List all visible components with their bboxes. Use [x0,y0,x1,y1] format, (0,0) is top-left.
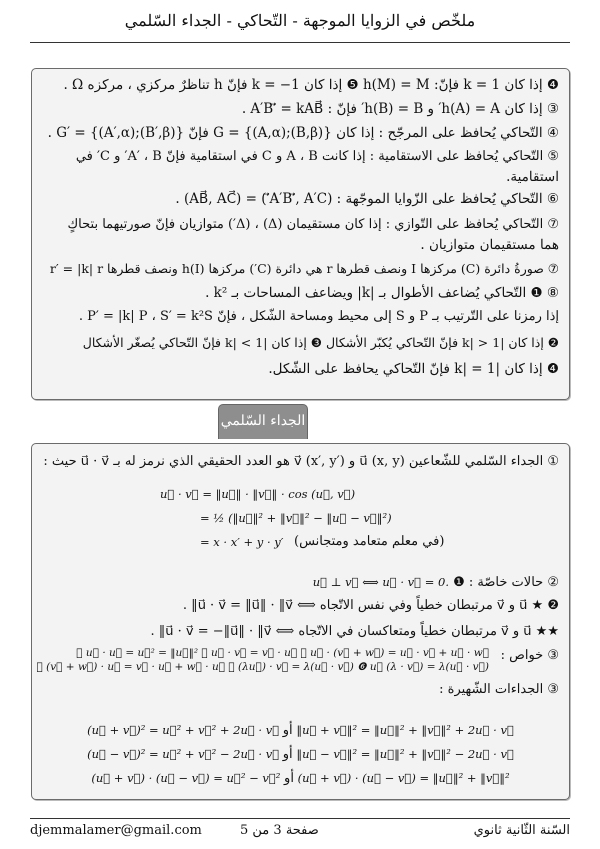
or-word: أو [282,723,293,738]
or-word: أو [282,747,293,762]
properties-row-1: ❶ u⃗ · u⃗ = u⃗² = ‖u⃗‖² ❷ u⃗ · v⃗ = v⃗ · u⃗ ❸ u⃗ · (v⃗ + w⃗) = u⃗ · v⃗ + u⃗ · w⃗ [76,647,489,659]
grade-level: السّنة الثّانية ثانوي [473,823,570,838]
identity-square: (u⃗ − v⃗)² = u⃗² + v⃗² − 2u⃗ · v⃗ [87,747,280,761]
section-tab-dot-product: الجداء السّلمي [218,404,308,439]
page-title: ملخّص في الزوايا الموجهة - التّحاكي - الجداء السّلمي [124,11,476,30]
identity-norm: (u⃗ + v⃗) · (u⃗ − v⃗) = ‖u⃗‖² + ‖v⃗‖² [297,771,510,785]
identities-title: ③ الجداءات الشّهيرة : [439,682,559,697]
identity-row [32,744,569,765]
special-cases-label: ② حالات خاصّة : ❶ [453,575,559,590]
special-case-2: ❷ ★ u⃗ و v⃗ مرتبطان خطياً وفي نفس الاتّجاه ⟺ u⃗ · v⃗ = ‖u⃗‖ · ‖v⃗‖ . [182,598,559,613]
author-email: djemmalamer@gmail.com [30,823,202,838]
text-line: ④ التّحاكي يُحافظ على المرجّح : إذا كان G = {(A,α);(B,β)} فإنّ G′ = {(A′,α);(B′,β)} . [47,125,559,141]
text-line: هما مستقيمان متوازيان . [420,237,559,253]
identity-norm: ‖u⃗ + v⃗‖² = ‖u⃗‖² + ‖v⃗‖² + 2u⃗ · v⃗ [296,723,514,737]
properties-title: ③ خواص : [500,648,559,663]
formula-note: (في معلم متعامد ومتجانس) [294,534,445,549]
page-number: صفحة 3 من 5 [240,823,319,838]
special-case-1: u⃗ ⊥ v⃗ ⟺ u⃗ · v⃗ = 0. [312,575,449,589]
page-header [30,6,570,43]
text-line: ⑥ التّحاكي يُحافظ على الزّوايا الموجّهة : (A′B′⃗, A′C′⃗) = (AB⃗, AC⃗) . [175,191,559,207]
text-line: ⑦ التّحاكي يُحافظ على التّوازي : إذا كان مستقيمان (Δ) ، (Δ′) متوازيان فإنّ صورتيهما بتحاكٍ [67,217,559,232]
page-footer [30,818,570,849]
homothety-summary-box [31,68,570,400]
text-line: إذا رمزنا على التّرتيب بـ P و S إلى محيط ومساحة الشّكل ، فإنّ P′ = |k| P ، S′ = k²S . [78,309,559,324]
text-line: ③ إذا كان h(A) = A′ و h(B) = B′ فإنّ : A′B′⃗ = kAB⃗ . [241,101,559,117]
identity-square: (u⃗ + v⃗) · (u⃗ − v⃗) = u⃗² − v⃗² [91,771,281,785]
text-line: ❹ إذا كان k = 1 فإنّ: h(M) = M ❺ إذا كان k = −1 فإنّ h تناظرٌ مركزي ، مركزه Ω . [63,77,559,93]
text-line: ❷ إذا كان |k| > 1 فإنّ التّحاكي يُكبّر الأشكال ❸ إذا كان |k| < 1 فإنّ التّحاكي يُصغّر الأشكال [82,335,559,350]
or-word: أو [284,771,294,786]
text-line: ⑦ صورةُ دائرة (C) مركزها I ونصف قطرها r هي دائرة (C′) مركزها h(I) ونصف قطرها r′ = |k| r [49,261,559,276]
dot-product-box [31,443,570,800]
identity-row [32,720,569,741]
identity-row [32,768,569,789]
formula-line: u⃗ · v⃗ = ‖u⃗‖ · ‖v⃗‖ · cos (u⃗, v⃗) [160,487,356,501]
text-line: ❹ إذا كان |k| = 1 فإنّ التّحاكي يحافظ على الشّكل. [268,361,559,377]
definition-line: ① الجداء السّلمي للشّعاعين u⃗ (x, y) و v⃗ (x′, y′) هو العدد الحقيقي الذي نرمز له بـ u⃗ · v⃗ حيث : [43,454,559,469]
text-line: ⑤ التّحاكي يُحافظ على الاستقامية : إذا كانت A ، B و C في استقامية فإنّ A′ ، B′ و C′ في [75,149,559,164]
identity-norm: ‖u⃗ − v⃗‖² = ‖u⃗‖² + ‖v⃗‖² − 2u⃗ · v⃗ [296,747,514,761]
special-cases-title [42,572,559,593]
text-line: ⑧ ❶ التّحاكي يُضاعف الأطوال بـ |k| ويضاعف المساحات بـ k² . [205,285,559,301]
formula-line: = x · x′ + y · y′ [200,535,284,549]
formula-line: = ½ (‖u⃗‖² + ‖v⃗‖² − ‖u⃗ − v⃗‖²) [200,511,392,525]
identity-square: (u⃗ + v⃗)² = u⃗² + v⃗² + 2u⃗ · v⃗ [87,723,280,737]
special-case-3: ★★ u⃗ و v⃗ مرتبطان خطياً ومتعاكسان في الاتّجاه ⟺ u⃗ · v⃗ = −‖u⃗‖ · ‖v⃗‖ . [150,624,559,639]
text-line: استقامية. [506,169,559,185]
properties-row-2: ❹ (v⃗ + w⃗) · u⃗ = v⃗ · u⃗ + w⃗ · u⃗ ❺ (λu⃗) · v⃗ = λ(u⃗ · v⃗) ❻ u⃗ (λ · v⃗) = λ(u⃗ · v⃗) [36,661,489,673]
